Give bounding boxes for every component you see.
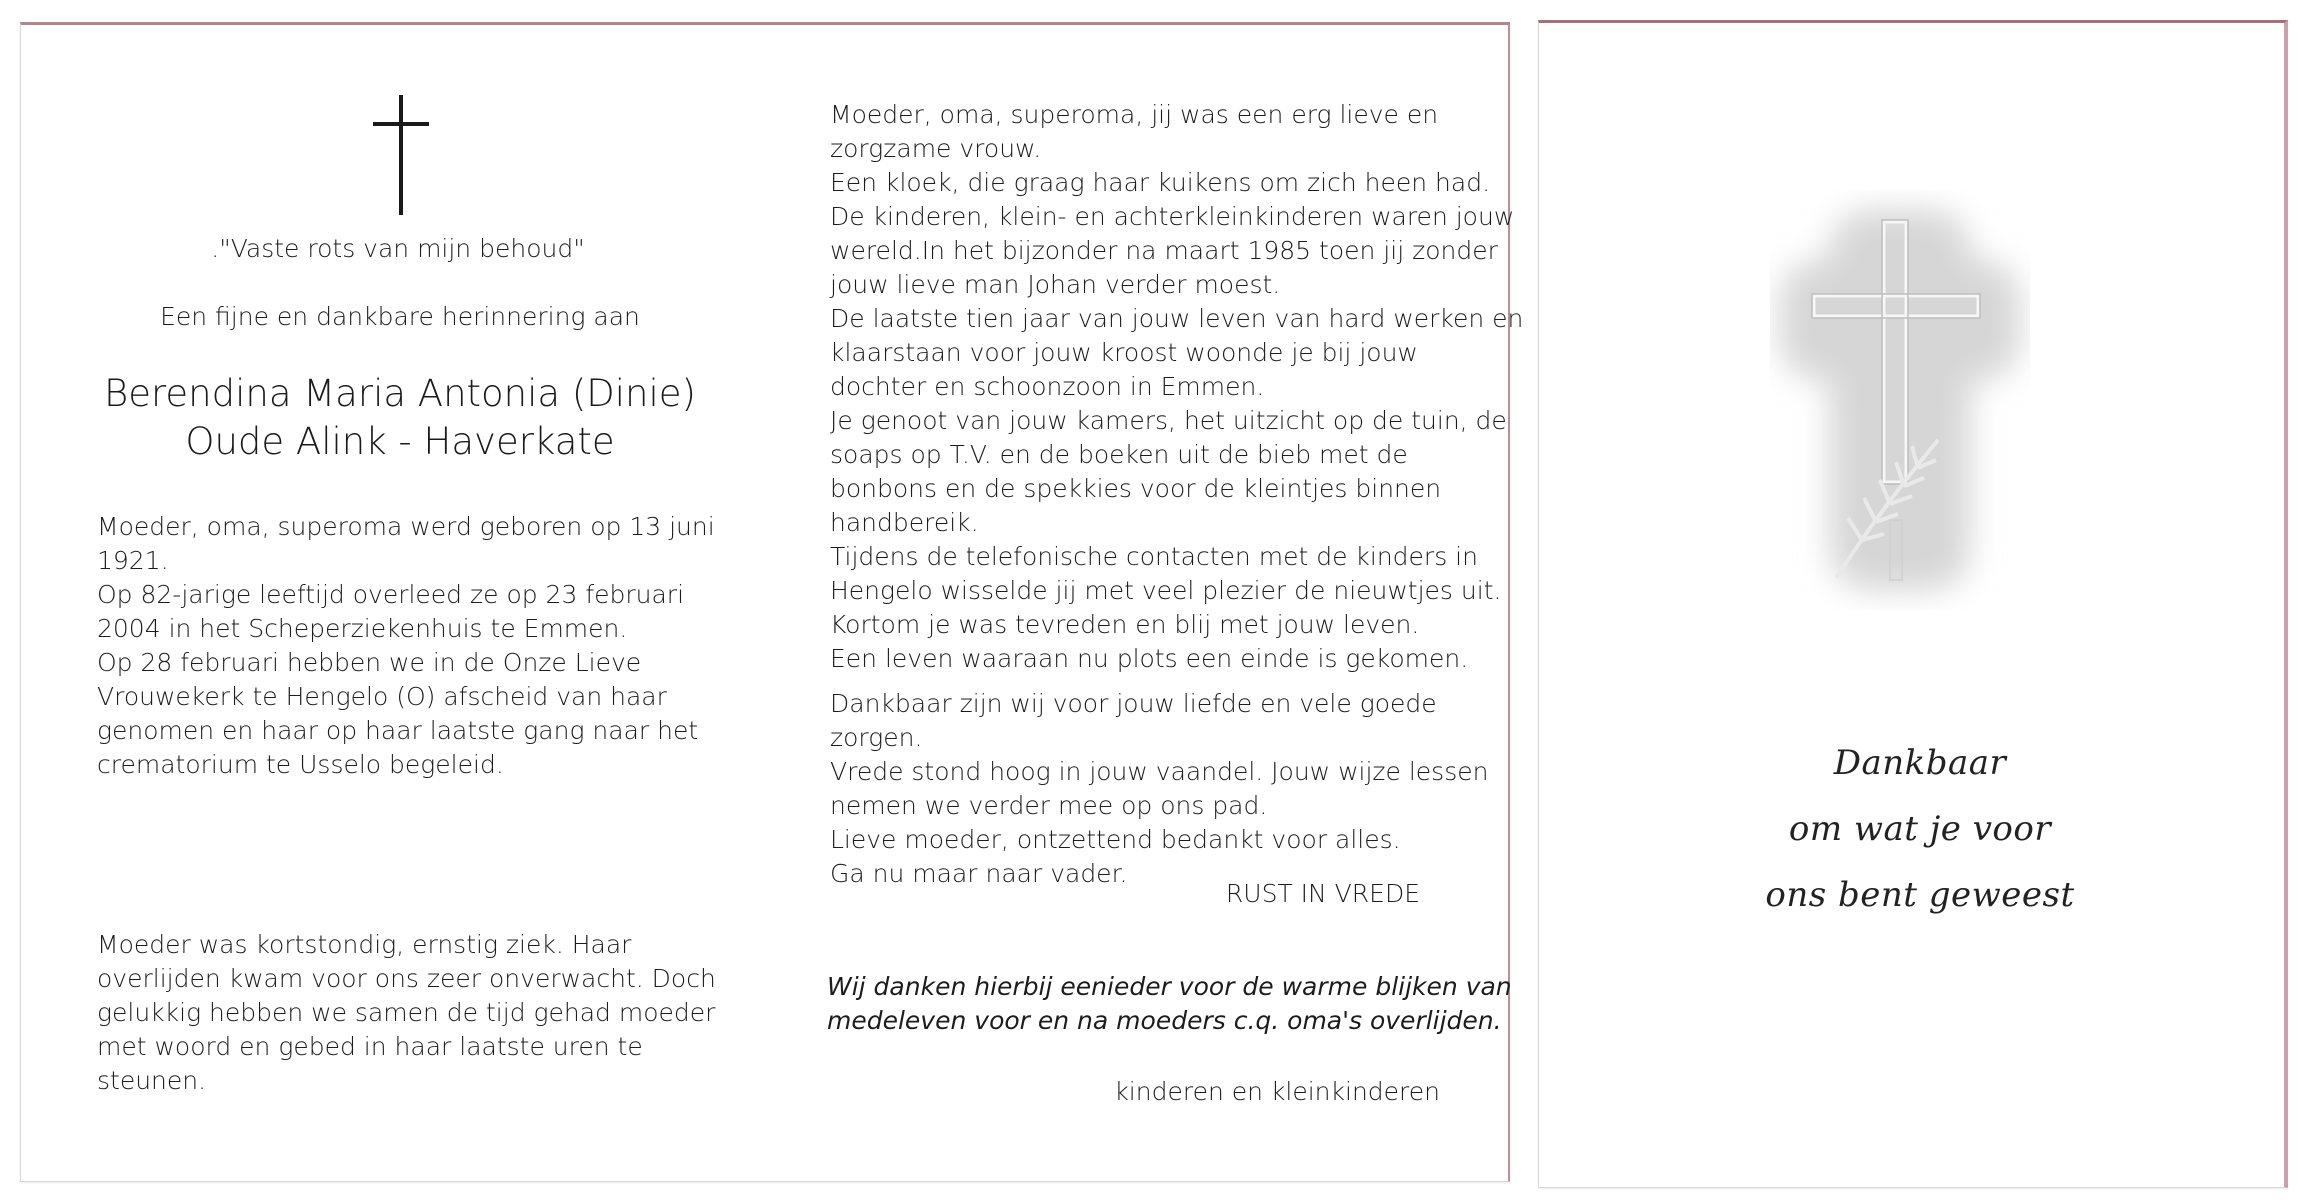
bio-line: 2004 in het Scheperziekenhuis te Emmen. <box>97 614 628 643</box>
bio-line: 1921. <box>97 546 169 575</box>
illness-line: gelukkig hebben we samen de tijd gehad moeder <box>97 998 716 1027</box>
gratitude-line: Dankbaar zijn wij voor jouw liefde en vele goede <box>830 689 1437 718</box>
gratitude-line: Ga nu maar naar vader. <box>830 859 1128 888</box>
illness-line: steunen. <box>97 1066 207 1095</box>
bio-line: Op 28 februari hebben we in de Onze Lieve <box>97 648 642 677</box>
illness-paragraph <box>97 928 717 1098</box>
cross-icon <box>373 95 429 215</box>
motto: ."Vaste rots van mijn behoud" <box>211 234 585 263</box>
tribute-line: handbereik. <box>830 508 979 537</box>
tribute-line: klaarstaan voor jouw kroost woonde je bij jouw <box>830 338 1418 367</box>
tribute-line: soaps op T.V. en de boeken uit de bieb met de <box>830 440 1408 469</box>
tribute-line: jouw lieve man Johan verder moest. <box>830 270 1281 299</box>
tribute-line: Een kloek, die graag haar kuikens om zich heen had. <box>830 168 1491 197</box>
bio-line: Vrouwekerk te Hengelo (O) afscheid van haar <box>97 682 667 711</box>
intro-text: Een fijne en dankbare herinnering aan <box>160 302 640 331</box>
gratitude-line: Lieve moeder, ontzettend bedankt voor alles. <box>830 825 1401 854</box>
tribute-line: zorgzame vrouw. <box>830 134 1042 163</box>
bio-line: genomen en haar op haar laatste gang naar het <box>97 716 699 745</box>
bio-line: Op 82-jarige leeftijd overleed ze op 23 februari <box>97 580 685 609</box>
deceased-name <box>80 370 720 466</box>
gratitude-paragraph <box>830 687 1489 891</box>
illness-line: met woord en gebed in haar laatste uren te <box>97 1032 643 1061</box>
name-line-1: Berendina Maria Antonia (Dinie) <box>104 372 696 415</box>
tribute-line: Een leven waaraan nu plots een einde is gekomen. <box>830 644 1469 673</box>
cover-line-2: om wat je voor <box>1788 809 2052 849</box>
tribute-line: wereld.In het bijzonder na maart 1985 toen jij zonder <box>830 236 1498 265</box>
illness-line: overlijden kwam voor ons zeer onverwacht. Doch <box>97 964 716 993</box>
tribute-line: De kinderen, klein- en achterkleinkinderen waren jouw <box>830 202 1515 231</box>
gratitude-line: zorgen. <box>830 723 923 752</box>
tribute-line: Je genoot van jouw kamers, het uitzicht op de tuin, de <box>830 406 1507 435</box>
illness-line: Moeder was kortstondig, ernstig ziek. Haar <box>97 930 632 959</box>
biography <box>97 510 717 782</box>
cover-line-1: Dankbaar <box>1833 743 2007 783</box>
thanks-note <box>827 970 1512 1038</box>
bio-line: crematorium te Usselo begeleid. <box>97 750 504 779</box>
thanks-line: Wij danken hierbij eenieder voor de warme blijken van <box>827 972 1512 1001</box>
tribute-line: Kortom je was tevreden en blij met jouw leven. <box>830 610 1420 639</box>
rust-in-vrede: RUST IN VREDE <box>1225 879 1420 908</box>
cover-text <box>1700 730 2140 928</box>
tribute-line: dochter en schoonzoon in Emmen. <box>830 372 1265 401</box>
tribute-line: bonbons en de spekkies voor de kleintjes binnen <box>830 474 1442 503</box>
gratitude-line: nemen we verder mee op ons pad. <box>830 791 1268 820</box>
bio-line: Moeder, oma, superoma werd geboren op 13 juni <box>97 512 715 541</box>
watermark-cross-icon <box>1770 190 2030 610</box>
gratitude-line: Vrede stond hoog in jouw vaandel. Jouw wijze lessen <box>830 757 1489 786</box>
signoff: kinderen en kleinkinderen <box>1114 1077 1440 1106</box>
tribute-line: Hengelo wisselde jij met veel plezier de nieuwtjes uit. <box>830 576 1502 605</box>
cover-line-3: ons bent geweest <box>1765 875 2075 915</box>
tribute-line: Moeder, oma, superoma, jij was een erg lieve en <box>830 100 1439 129</box>
tribute-paragraph <box>830 98 1524 676</box>
name-line-2: Oude Alink - Haverkate <box>185 420 615 463</box>
tribute-line: De laatste tien jaar van jouw leven van hard werken en <box>830 304 1524 333</box>
tribute-line: Tijdens de telefonische contacten met de kinders in <box>830 542 1478 571</box>
thanks-line: medeleven voor en na moeders c.q. oma's overlijden. <box>827 1006 1502 1035</box>
